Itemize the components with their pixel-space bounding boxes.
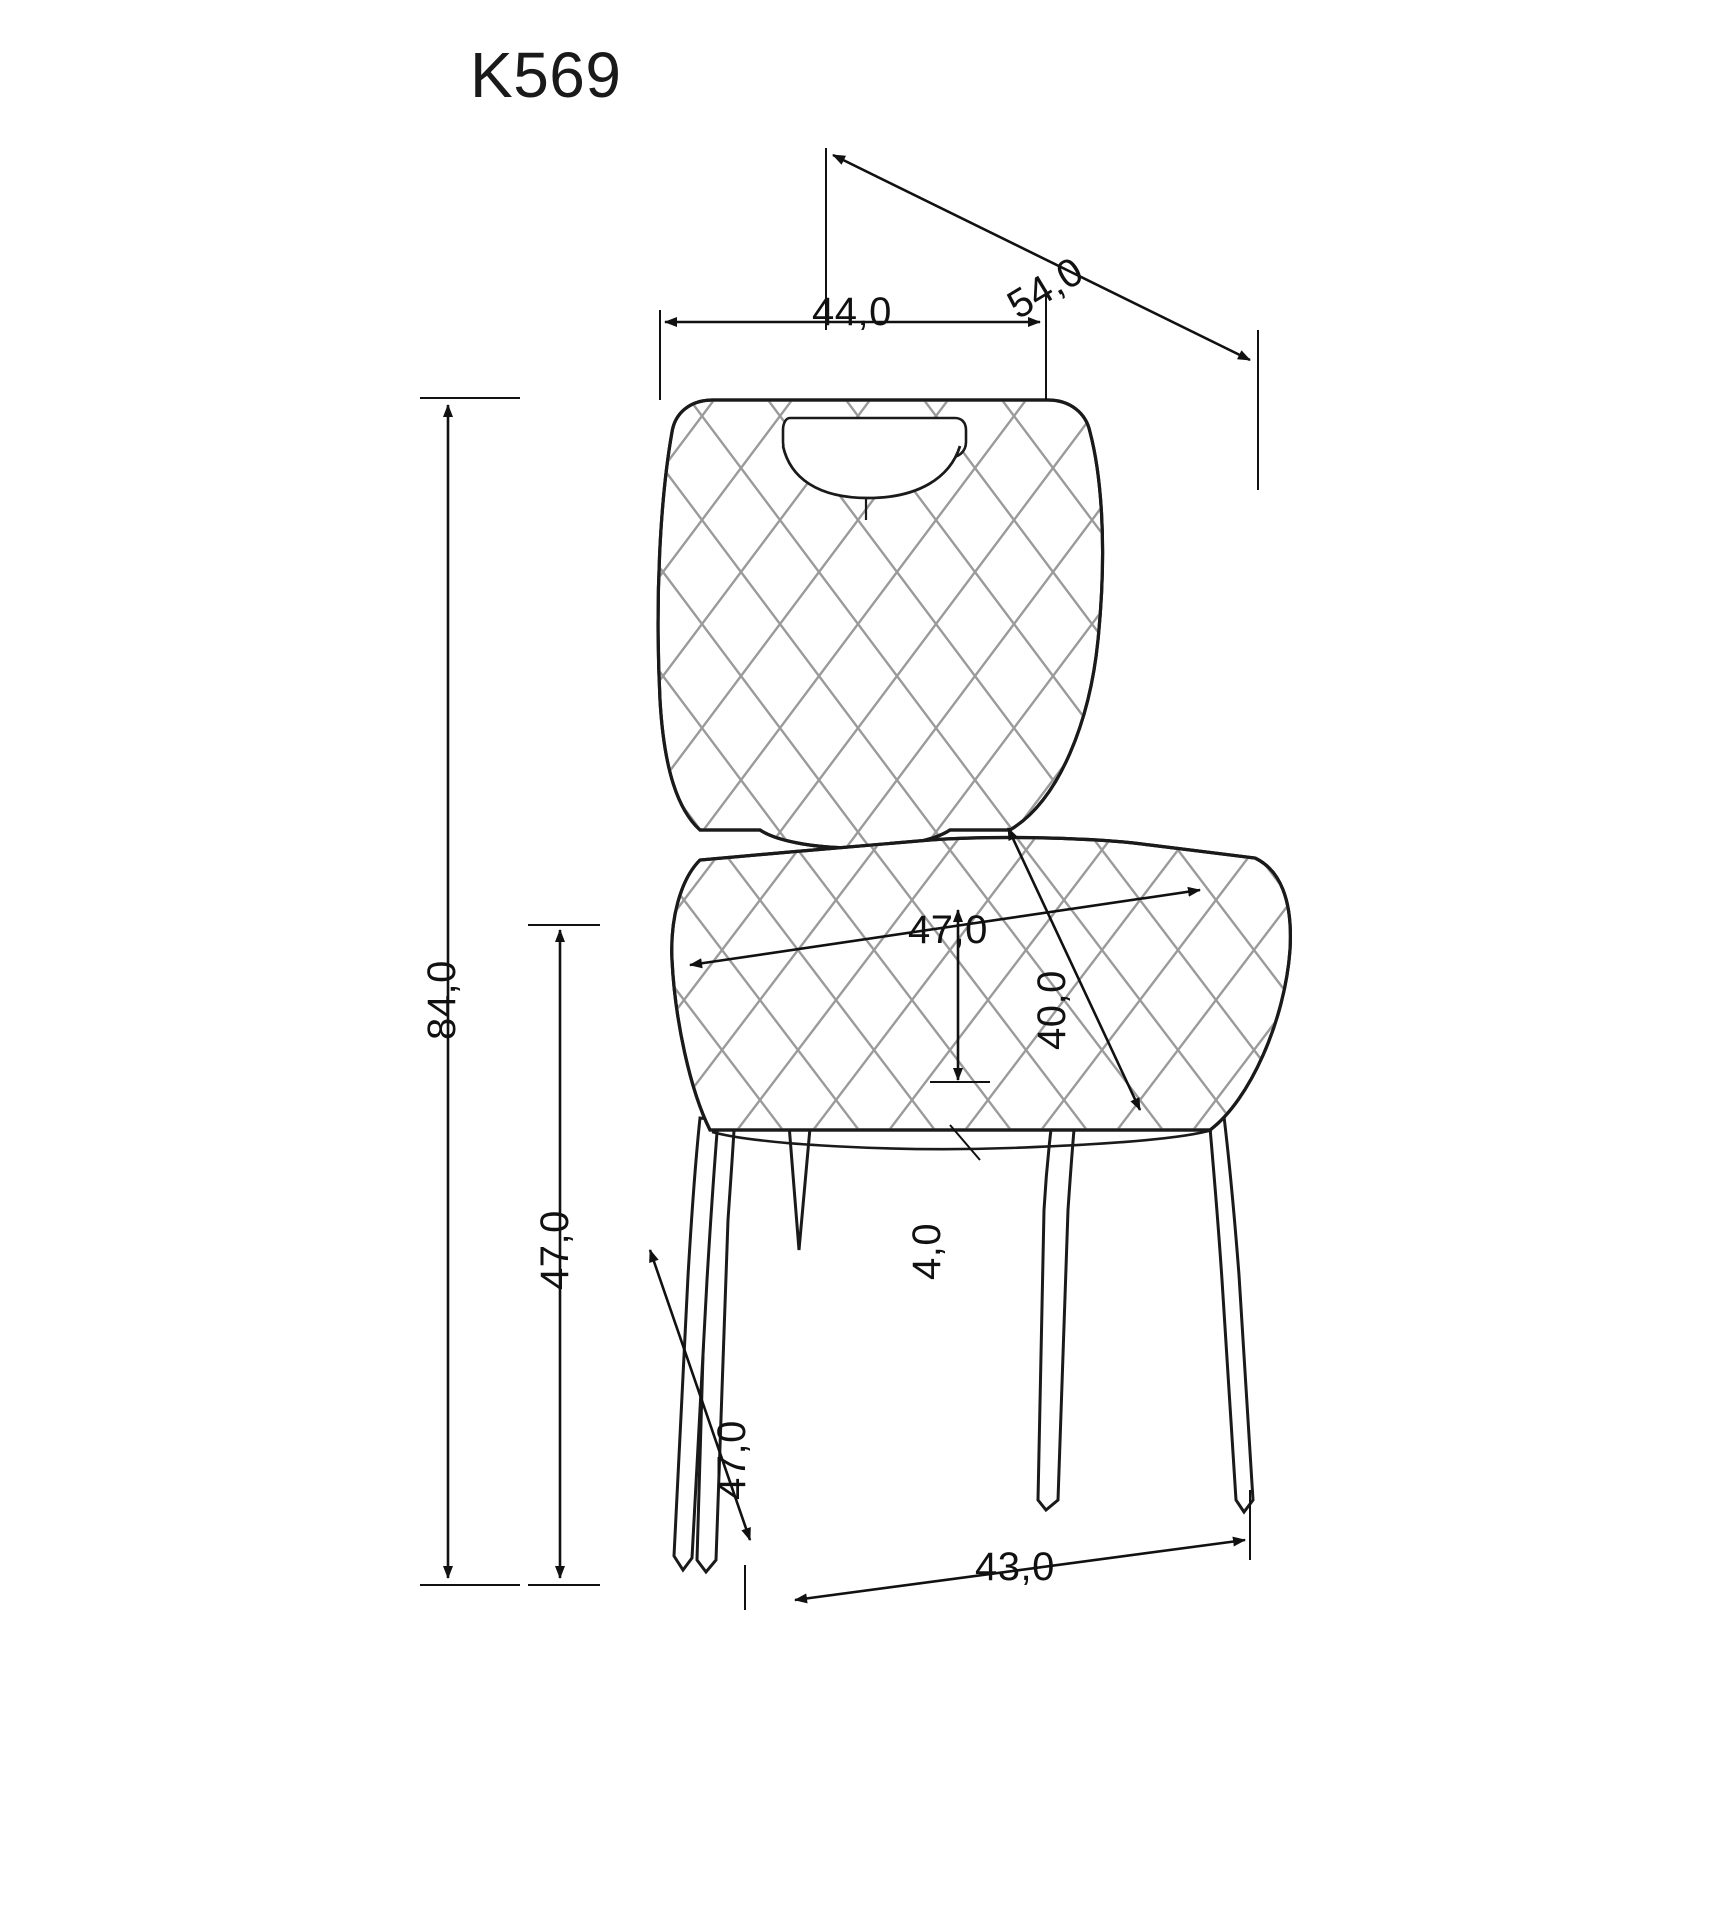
dim-label-seat-height: 47,0 — [533, 1210, 577, 1290]
chair-legs — [697, 1085, 1253, 1572]
chair-seat — [640, 820, 1340, 1160]
chair-illustration — [600, 380, 1340, 1572]
page-title: K569 — [470, 39, 622, 111]
dim-label-depth-top: 54,0 — [1000, 248, 1092, 328]
dim-label-width-top: 44,0 — [812, 290, 892, 334]
chair-backrest — [600, 380, 1160, 880]
dim-label-leg-height: 47,0 — [710, 1420, 754, 1500]
dim-label-seat-thickness: 4,0 — [905, 1222, 949, 1280]
dim-line-depth-top — [833, 155, 1250, 360]
dim-label-seat-width: 47,0 — [908, 908, 988, 952]
dim-label-seat-depth: 40,0 — [1030, 970, 1074, 1050]
dim-label-total-height: 84,0 — [420, 960, 464, 1040]
dim-label-base-width: 43,0 — [975, 1545, 1055, 1589]
